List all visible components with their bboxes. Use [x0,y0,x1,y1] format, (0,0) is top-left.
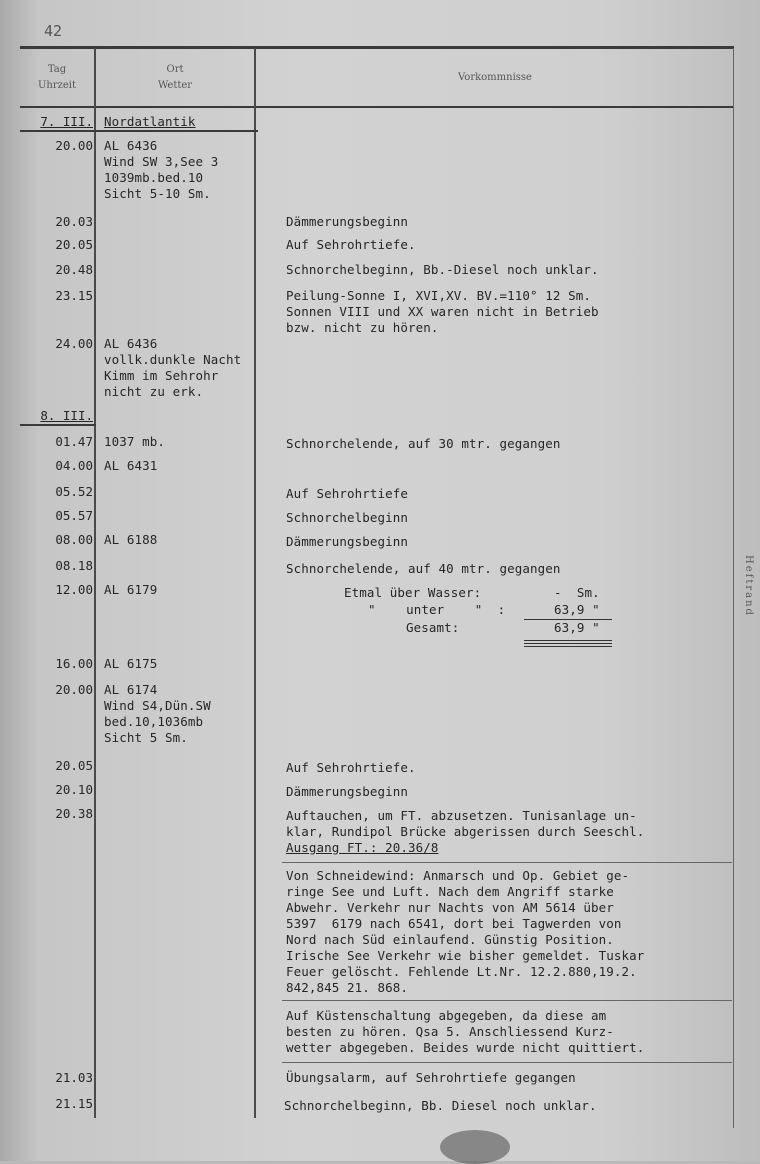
header-place-weather [96,62,254,94]
time-cell: 20.10 [55,782,93,797]
event-cell: Dämmerungsbeginn [286,534,409,549]
time-cell: 05.57 [55,508,93,523]
event-cell: Auf Sehrohrtiefe. [286,760,416,775]
event-cell: Dämmerungsbeginn [286,214,409,229]
time-cell: 16.00 [55,656,93,671]
time-cell: 20.48 [55,262,93,277]
event-cell: Auf Sehrohrtiefe [286,486,409,501]
column-rule-2 [254,48,256,1118]
time-cell: 20.38 [55,806,93,821]
place-weather-cell: AL 6436 Wind SW 3,See 3 1039mb.bed.10 Sicht 5-10 Sm. [104,138,219,201]
event-cell: Schnorchelbeginn, Bb.-Diesel noch unklar. [286,262,599,277]
event-cell: Schnorchelende, auf 40 mtr. gegangen [286,561,561,576]
place-weather-cell: AL 6174 Wind S4,Dün.SW bed.10,1036mb Sicht 5 Sm. [104,682,211,745]
event-cell: Auftauchen, um FT. abzusetzen. Tunisanlage un- klar, Rundipol Brücke abgerissen durch Seeschl. [286,808,645,839]
header-rule [20,106,734,108]
time-cell: 21.03 [55,1070,93,1085]
date-7-iii: 7. III. [40,114,93,129]
time-cell: 20.03 [55,214,93,229]
header-ort: Ort [166,64,184,75]
header-date-time [20,62,94,94]
time-cell: 08.00 [55,532,93,547]
place-weather-cell: AL 6431 [104,458,158,473]
date-rule [20,424,96,426]
date-rule [20,130,258,132]
header-wetter: Wetter [157,80,193,91]
event-cell: Auf Sehrohrtiefe. [286,237,416,252]
radio-note: Auf Küstenschaltung abgegeben, da diese am besten zu hören. Qsa 5. Anschliessend Kurz- wetter abgegeben. Beides wurde nicht quittiert. [286,1008,645,1055]
etmal-label-2: " unter " : [368,602,506,617]
time-cell: 20.05 [55,758,93,773]
ink-stain [440,1130,510,1164]
time-cell: 12.00 [55,582,93,597]
etmal-label-3: Gesamt: [406,620,460,635]
time-cell: 08.18 [55,558,93,573]
place-weather-cell: AL 6436 vollk.dunkle Nacht Kimm im Sehrohr nicht zu erk. [104,336,242,399]
time-cell: 05.52 [55,484,93,499]
message-rule [282,862,732,863]
time-cell: 04.00 [55,458,93,473]
header-uhrzeit: Uhrzeit [37,80,77,91]
etmal-label-1: Etmal über Wasser: [344,585,482,600]
time-cell: 23.15 [55,288,93,303]
place-weather-cell: AL 6175 [104,656,158,671]
time-cell: 01.47 [55,434,93,449]
time-cell: 20.05 [55,237,93,252]
event-cell: Peilung-Sonne I, XVI,XV. BV.=110° 12 Sm. Sonnen VIII und XX waren nicht in Betrieb bzw. nicht zu hören. [286,288,599,335]
time-cell: 21.15 [55,1096,93,1111]
column-rule-1 [94,48,96,1118]
header-vorkommnisse: Vorkommnisse [458,72,532,83]
message-rule [282,1000,732,1001]
time-cell: 20.00 [55,682,93,697]
event-cell: Schnorchelende, auf 30 mtr. gegangen [286,436,561,451]
page-number: 42 [44,22,63,40]
header-tag: Tag [47,64,67,75]
event-cell: Übungsalarm, auf Sehrohrtiefe gegangen [286,1070,576,1085]
date-8-iii: 8. III. [40,408,93,423]
total-double-rule [524,643,612,644]
place-weather-cell: AL 6188 [104,532,158,547]
event-cell: Schnorchelbeginn, Bb. Diesel noch unklar. [284,1098,597,1113]
top-rule [20,46,734,49]
total-double-rule [524,640,612,641]
place-weather-cell: 1037 mb. [104,434,166,449]
ft-outgoing: Ausgang FT.: 20.36/8 [286,840,439,855]
etmal-value-3: 63,9 " [554,620,600,635]
message-rule [282,1062,732,1063]
place-weather-cell: AL 6179 [104,582,158,597]
etmal-value-1: - Sm. [554,585,600,600]
time-cell: 24.00 [55,336,93,351]
radio-message: Von Schneidewind: Anmarsch und Op. Gebiet ge- ringe See und Luft. Nach dem Angriff starke Abwehr. Verkehr nur Nachts von AM 5614 über 5397 6179 nach 6541, dort bei Tagwerden von Nord nach Süd einlaufend. Günstig Position. Irische See Verkehr wie bisher gemeldet. Tuskar Feuer gelöscht. Fehlende Lt.Nr. 12.2.880,19.2. 842,845 21. 868. [286,868,645,995]
etmal-value-2: 63,9 " [554,602,600,617]
event-cell: Schnorchelbeginn [286,510,409,525]
time-cell: 20.00 [55,138,93,153]
event-cell: Dämmerungsbeginn [286,784,409,799]
region-label: Nordatlantik [104,114,196,129]
binding-margin-label: Heftrand [743,555,754,617]
total-double-rule [524,646,612,647]
